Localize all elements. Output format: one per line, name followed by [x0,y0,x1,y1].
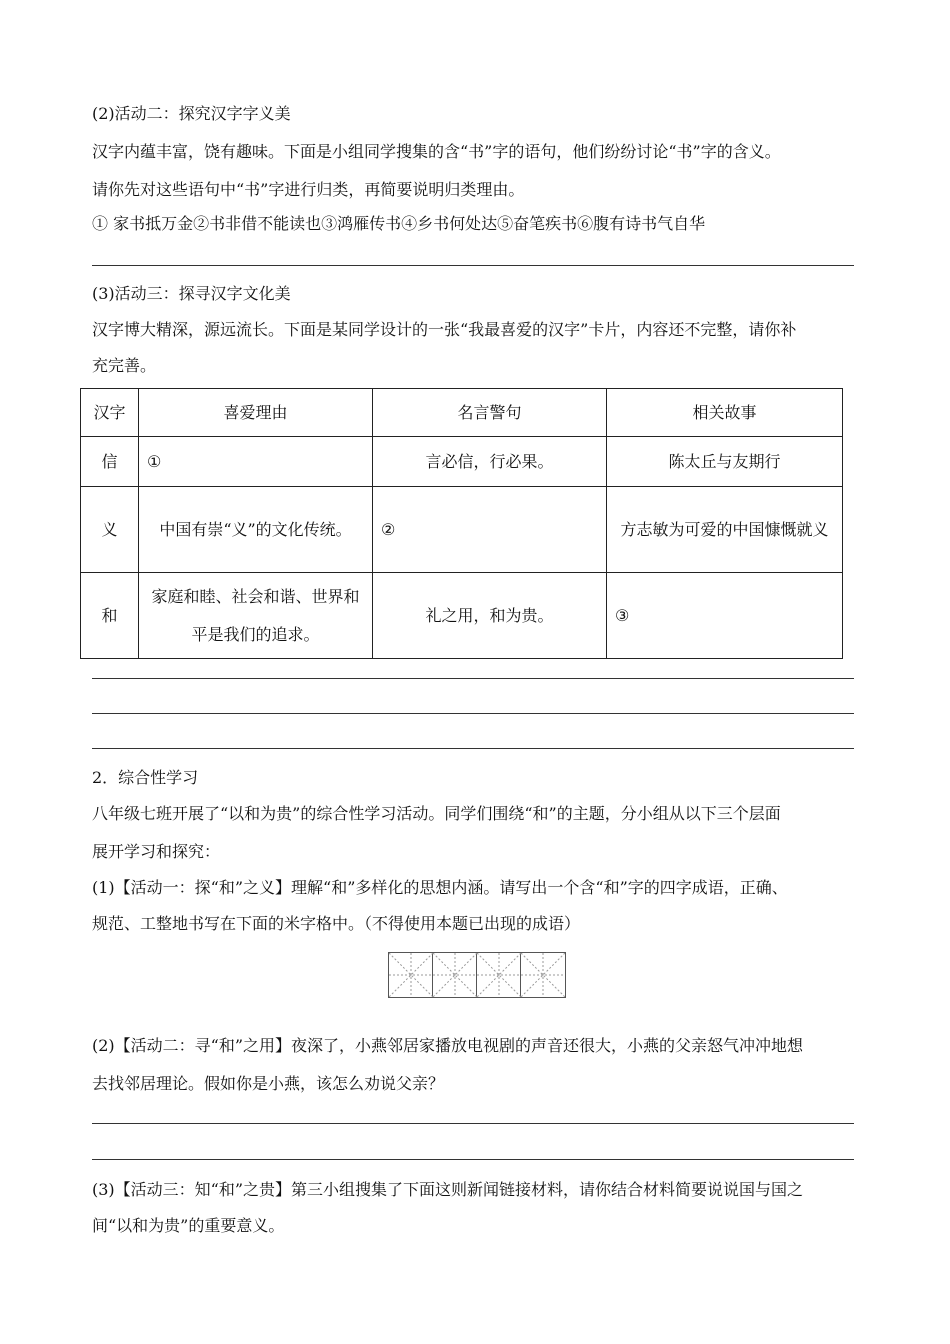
q3-text-2: 间“以和为贵”的重要意义。 [92,1216,285,1235]
q2-text-1: (2)【活动二：寻“和”之用】夜深了，小燕邻居家播放电视剧的声音还很大，小燕的父亲怒气冲冲地想 [92,1036,804,1055]
answer-line[interactable] [92,265,854,266]
cell-reason: 中国有崇“义”的文化传统。 [139,487,373,573]
cell-quote: 礼之用，和为贵。 [373,573,607,659]
grid-guide-icon [433,953,477,997]
cell-story-blank[interactable]: ③ [607,573,843,659]
cell-quote-blank[interactable]: ② [373,487,607,573]
grid-cell[interactable] [477,953,521,997]
grid-guide-icon [389,953,433,997]
grid-guide-icon [521,953,565,997]
activity2-text-2: 请你先对这些语句中“书”字进行归类，再简要说明归类理由。 [92,180,525,199]
cell-character: 信 [81,437,139,487]
answer-line[interactable] [92,1159,854,1160]
activity2-title: (2)活动二：探究汉字字义美 [92,104,291,123]
q1-text-2: 规范、工整地书写在下面的米字格中。（不得使用本题已出现的成语） [92,914,581,933]
cell-quote: 言必信，行必果。 [373,437,607,487]
cell-character: 和 [81,573,139,659]
answer-line[interactable] [92,748,854,749]
q3-text-1: (3)【活动三：知“和”之贵】第三小组搜集了下面这则新闻链接材料，请你结合材料简要说说国与国之 [92,1180,804,1199]
cell-character: 义 [81,487,139,573]
activity3-title: (3)活动三：探寻汉字文化美 [92,284,291,303]
favorite-character-card-table [80,388,843,659]
header-story: 相关故事 [607,389,843,437]
header-reason: 喜爱理由 [139,389,373,437]
q1-text-1: (1)【活动一：探“和”之义】理解“和”多样化的思想内涵。请写出一个含“和”字的四字成语，正确、 [92,878,788,897]
activity3-text-2: 充完善。 [92,356,157,375]
table-row [81,437,843,487]
grid-cell[interactable] [433,953,477,997]
answer-line[interactable] [92,678,854,679]
answer-line[interactable] [92,713,854,714]
header-quote: 名言警句 [373,389,607,437]
header-character: 汉字 [81,389,139,437]
section2-intro-1: 八年级七班开展了“以和为贵”的综合性学习活动。同学们围绕“和”的主题，分小组从以下三个层面 [92,804,781,823]
activity2-sentences: ① 家书抵万金②书非借不能读也③鸿雁传书④乡书何处达⑤奋笔疾书⑥腹有诗书气自华 [92,214,706,233]
grid-cell[interactable] [389,953,433,997]
activity3-text-1: 汉字博大精深，源远流长。下面是某同学设计的一张“我最喜爱的汉字”卡片，内容还不完整，请你补 [92,320,797,339]
cell-story: 方志敏为可爱的中国慷慨就义 [607,487,843,573]
answer-line[interactable] [92,1123,854,1124]
section2-title: 2．综合性学习 [92,768,199,787]
rice-character-grid[interactable] [388,952,566,998]
grid-cell[interactable] [521,953,565,997]
cell-reason: 家庭和睦、社会和谐、世界和平是我们的追求。 [139,573,373,659]
table-header-row [81,389,843,437]
activity2-text-1: 汉字内蕴丰富，饶有趣味。下面是小组同学搜集的含“书”字的语句，他们纷纷讨论“书”字的含义。 [92,142,781,161]
cell-story: 陈太丘与友期行 [607,437,843,487]
section2-intro-2: 展开学习和探究： [92,842,221,861]
table-row [81,573,843,659]
q2-text-2: 去找邻居理论。假如你是小燕，该怎么劝说父亲？ [92,1074,445,1093]
table-row [81,487,843,573]
cell-reason-blank[interactable]: ① [139,437,373,487]
grid-guide-icon [477,953,521,997]
